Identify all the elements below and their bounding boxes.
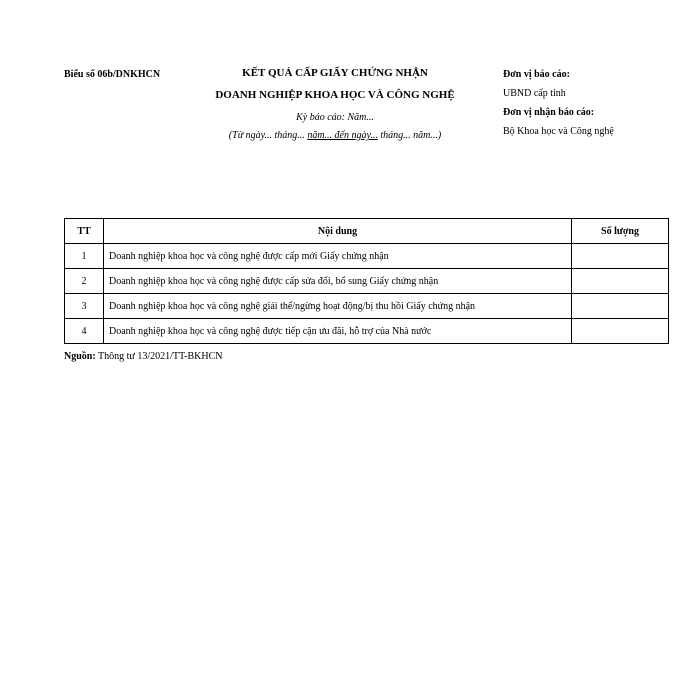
row-number: 1 (65, 244, 104, 269)
report-date-range (170, 130, 500, 141)
row-number: 2 (65, 269, 104, 294)
report-table (64, 218, 669, 344)
row-number: 4 (65, 319, 104, 344)
reporting-unit-label: Đơn vị báo cáo: (503, 69, 570, 80)
column-header-content: Nội dung (104, 219, 572, 244)
table-row (65, 294, 669, 319)
report-title-line2: DOANH NGHIỆP KHOA HỌC VÀ CÔNG NGHỆ (215, 89, 455, 101)
row-content: Doanh nghiệp khoa học và công nghệ giải thể/ngừng hoạt động/bị thu hồi Giấy chứng nhận (104, 294, 572, 319)
row-content: Doanh nghiệp khoa học và công nghệ được cấp sửa đổi, bổ sung Giấy chứng nhận (104, 269, 572, 294)
column-header-tt: TT (65, 219, 104, 244)
row-number: 3 (65, 294, 104, 319)
table-header-row (65, 219, 669, 244)
source-label: Nguồn: (64, 351, 96, 362)
reporting-unit-value: UBND cấp tỉnh (503, 88, 566, 99)
row-quantity[interactable] (572, 319, 669, 344)
row-quantity[interactable] (572, 269, 669, 294)
source-value: Thông tư 13/2021/TT-BKHCN (95, 351, 223, 362)
row-quantity[interactable] (572, 244, 669, 269)
report-title-line1: KẾT QUẢ CẤP GIẤY CHỨNG NHẬN (242, 67, 428, 79)
row-content: Doanh nghiệp khoa học và công nghệ được cấp mới Giấy chứng nhận (104, 244, 572, 269)
receiving-unit-label: Đơn vị nhận báo cáo: (503, 107, 595, 118)
table-row (65, 269, 669, 294)
column-header-quantity: Số lượng (572, 219, 669, 244)
source-note (64, 351, 223, 362)
table-row (65, 244, 669, 269)
form-code: Biểu số 06b/DNKHCN (64, 69, 161, 80)
date-range-part3: tháng... năm...) (377, 130, 442, 141)
report-period: Kỳ báo cáo: Năm... (296, 112, 374, 123)
row-content: Doanh nghiệp khoa học và công nghệ được tiếp cận ưu đãi, hỗ trợ của Nhà nước (104, 319, 572, 344)
row-quantity[interactable] (572, 294, 669, 319)
date-range-part2: năm... đến ngày... (307, 130, 378, 141)
table-row (65, 319, 669, 344)
receiving-unit-value: Bộ Khoa học và Công nghệ (503, 126, 614, 137)
date-range-part1: (Từ ngày... tháng... (228, 130, 308, 141)
